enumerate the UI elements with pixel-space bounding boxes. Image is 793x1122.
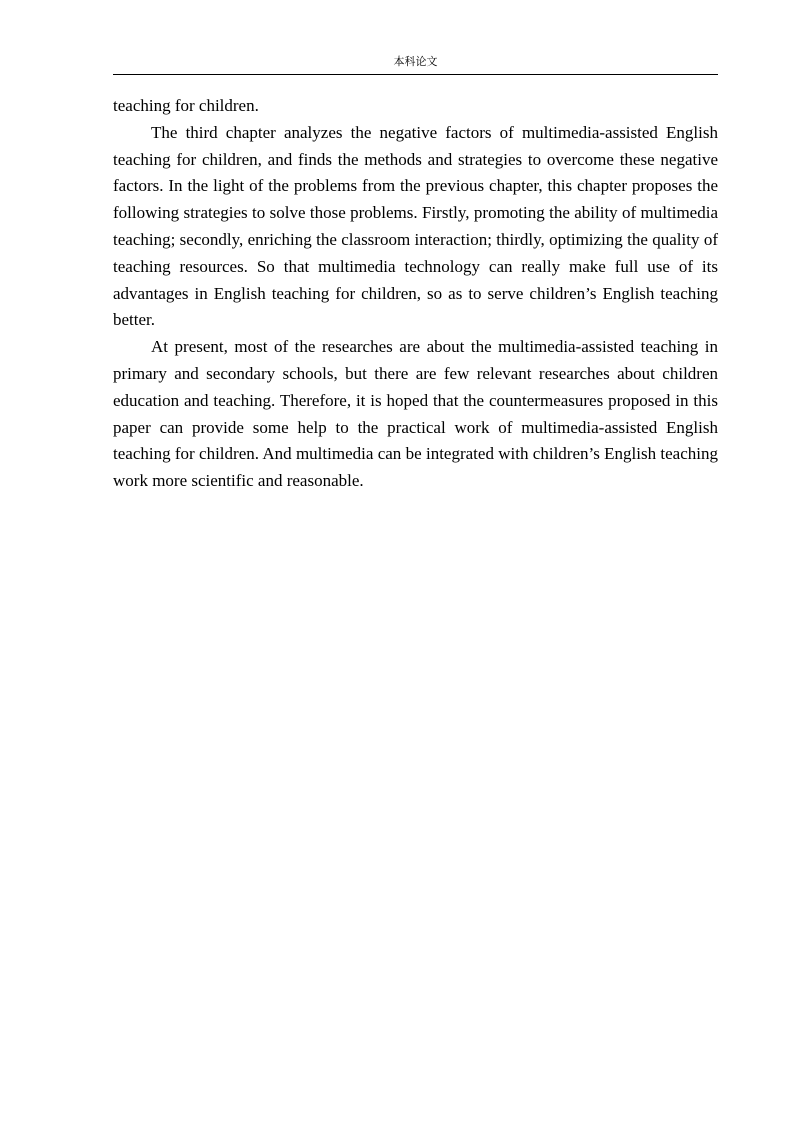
body-text — [113, 93, 718, 495]
running-title: 本科论文 — [393, 56, 438, 68]
page-header — [113, 55, 718, 75]
paragraph-third-chapter: The third chapter analyzes the negative factors of multimedia-assisted English teaching for children, and finds the methods and strategies to overcome these negative factors. In the light of the problems from the previous chapter, this chapter proposes the following strategies to solve those problems. Firstly, promoting the ability of multimedia teaching; secondly, enriching the classroom interaction; thirdly, optimizing the quality of teaching resources. So that multimedia technology can really make full use of its advantages in English teaching for children, so as to serve children’s English teaching better. — [113, 122, 718, 330]
paragraph-at-present: At present, most of the researches are about the multimedia-assisted teaching in primary and secondary schools, but there are few relevant researches about children education and teaching. Therefore, it is hoped that the countermeasures proposed in this paper can provide some help to the practical work of multimedia-assisted English teaching for children. And multimedia can be integrated with children’s English teaching work more scientific and reasonable. — [113, 337, 718, 491]
paragraph-continuation: teaching for children. — [113, 96, 259, 115]
